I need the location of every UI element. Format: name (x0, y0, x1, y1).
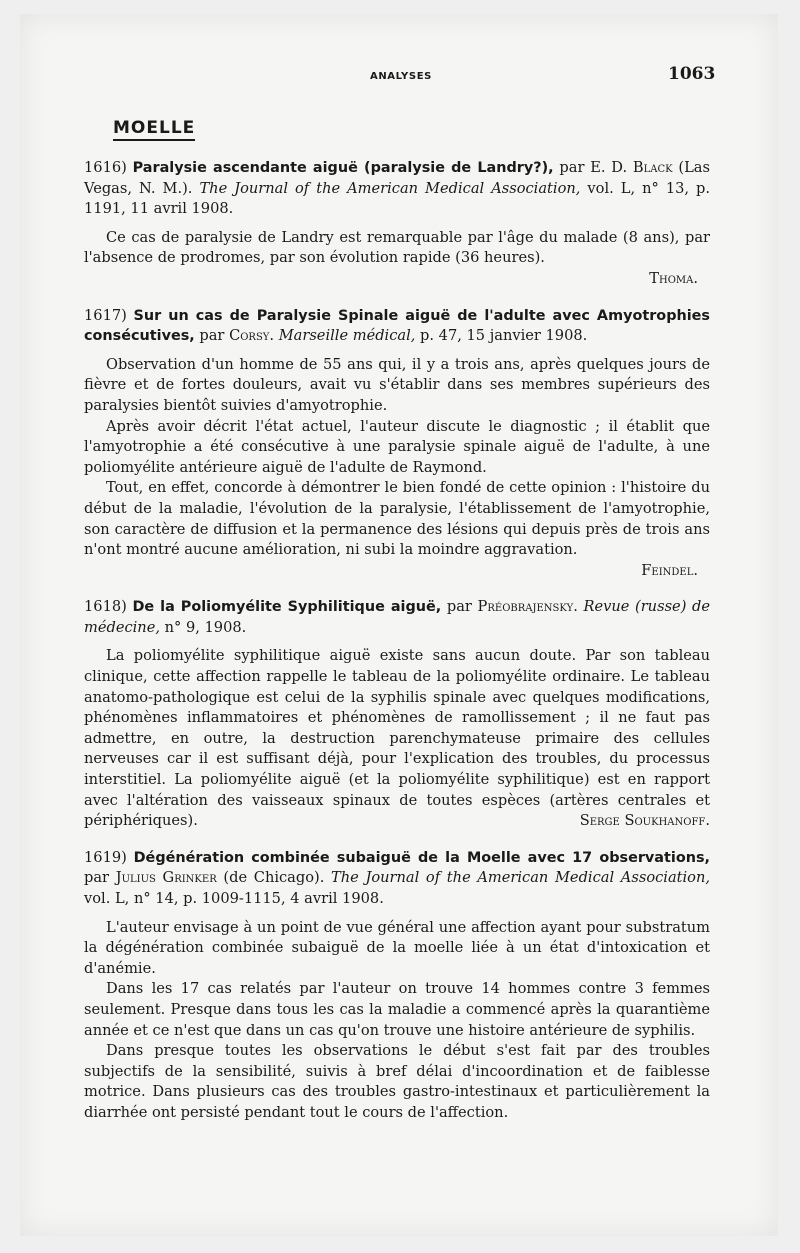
citation: vol. L, n° 14, p. 1009-1115, 4 avril 1908. (84, 890, 384, 907)
paragraph: Ce cas de paralysie de Landry est remarquable par l'âge du malade (8 ans), par l'absence de prodromes, par son évolution rapide (36 heures). (84, 228, 710, 267)
entry-number: 1617) (84, 306, 127, 324)
entry-1617 (84, 306, 710, 582)
paragraph: Dans les 17 cas relatés par l'auteur on trouve 14 hommes contre 3 femmes seulement. Presque dans tous les cas la maladie a commencé après la quarantième année et ce n'est que dans un cas qu'on trouve une histoire antérieure de syphilis. (84, 980, 710, 1039)
entry-heading (84, 158, 710, 220)
author-initials: E. D. (590, 159, 628, 176)
entry-by: par (199, 327, 225, 345)
reviewer-signature: Thoma. (649, 269, 698, 287)
paragraph-text: La poliomyélite syphilitique aiguë existe sans aucun doute. Par son tableau clinique, cette affection rappelle le tableau de la poliomyélite ordinaire. Le tableau anatomo-pathologique est celui de la syphilis spinale avec quelques modifications, phénomènes inflammatoires et phénomènes de ramollissement ; il ne faut pas admettre, en outre, la destruction parenchymateuse primaire des cellules nerveuses car il est suffisant déjà, pour l'explication des troubles, du processus interstitiel. La poliomyélite aiguë (et la poliomyélite syphilitique) est en rapport avec l'altération des vaisseaux spinaux de toutes espèces (artères centrales et périphériques). (84, 647, 710, 830)
author-name: Corsy. (229, 327, 275, 345)
entry-number: 1616) (84, 159, 127, 176)
paragraph: Dans presque toutes les observations le début s'est fait par des troubles subjectifs de la sensibilité, suivis à bref délai d'incoordination et de faiblesse motrice. Dans plusieurs cas des troubles gastro-intestinaux et particulièrement la diarrhée ont persisté pendant tout le cours de l'affection. (84, 1042, 710, 1121)
paragraph: Après avoir décrit l'état actuel, l'auteur discute le diagnostic ; il établit que l'amyotrophie a été consécutive à une paralysie spinale aiguë de l'adulte, à une poliomyélite antérieure aiguë de l'adulte de Raymond. (84, 417, 710, 476)
entry-number: 1619) (84, 848, 127, 866)
entry-heading (84, 306, 710, 347)
entry-by: par (559, 159, 585, 176)
page-number: 1063 (668, 64, 716, 84)
section-title: MOELLE (113, 118, 195, 141)
citation: p. 47, 15 janvier 1908. (420, 327, 588, 345)
running-header (0, 64, 800, 86)
journal-name: Marseille médical, (278, 327, 416, 345)
entry-title: Dégénération combinée subaiguë de la Moelle avec 17 observations, (133, 849, 710, 866)
reviewer-signature: Feindel. (641, 561, 698, 579)
paragraph: Tout, en effet, concorde à démontrer le bien fondé de cette opinion : l'histoire du début de la maladie, l'évolution de la paralysie, l'établissement de l'amyotrophie, son caractère de diffusion et la permanence des lésions qui depuis près de trois ans n'ont montré aucune amélioration, ni subi la moindre aggravation. (84, 479, 710, 559)
running-title: ANALYSES (370, 71, 432, 82)
entry-title: Paralysie ascendante aiguë (paralysie de Landry?), (132, 160, 554, 176)
article-body (84, 158, 710, 1124)
journal-name: Revue (russe) de médecine, (84, 598, 710, 636)
entry-by: par (84, 869, 110, 887)
author-location: (de Chicago). (223, 869, 325, 887)
entry-by: par (446, 598, 472, 616)
author-name: Préobrajensky. (477, 598, 578, 616)
entry-1619 (84, 848, 710, 1124)
entry-title: De la Poliomyélite Syphilitique aiguë, (132, 599, 442, 616)
reviewer-signature: Serge Soukhanoff. (579, 812, 710, 830)
citation: n° 9, 1908. (164, 618, 247, 636)
entry-1616 (84, 158, 710, 290)
citation: vol. L, n° 13, p. 1191, 11 avril 1908. (84, 179, 711, 218)
paragraph: Observation d'un homme de 55 ans qui, il y a trois ans, après quelques jours de fièvre et de fortes douleurs, avait vu s'établir dans ses membres supérieurs des paralysies bientôt suivies d'amyotrophie. (84, 355, 710, 414)
paragraph (84, 646, 710, 831)
author-name: Julius Grinker (115, 869, 217, 887)
entry-heading (84, 597, 710, 638)
entry-1618 (84, 597, 710, 832)
paragraph: L'auteur envisage à un point de vue général une affection ayant pour substratum la dégénération combinée subaiguë de la moelle liée à un état d'intoxication et d'anémie. (84, 918, 710, 977)
entry-number: 1618) (84, 598, 127, 616)
entry-heading (84, 848, 710, 910)
journal-name: The Journal of the American Medical Association, (199, 179, 581, 197)
author-location: (Las Vegas, N. M.). (84, 159, 710, 197)
journal-name: The Journal of the American Medical Association, (331, 869, 711, 887)
entry-title: Sur un cas de Paralysie Spinale aiguë de l'adulte avec Amyotrophies consécutives, (84, 307, 711, 345)
author-name: Black (632, 159, 673, 176)
